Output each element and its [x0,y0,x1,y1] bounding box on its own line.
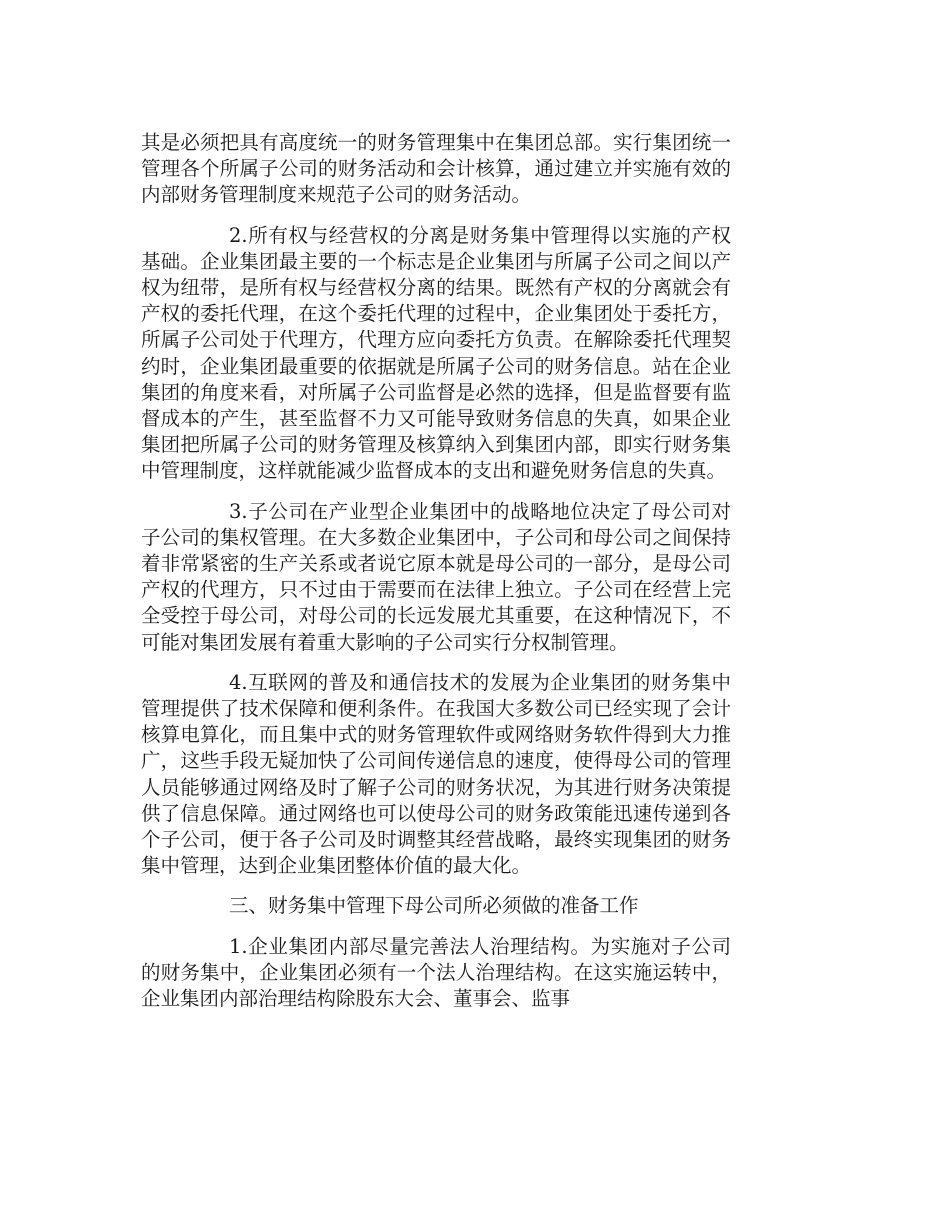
paragraph-item-4: 4.互联网的普及和通信技术的发展为企业集团的财务集中管理提供了技术保障和便利条件。在我国大多数公司已经实现了会计核算电算化，而且集中式的财务管理软件或网络财务软件得到大力推广，这些手段无疑加快了公司间传递信息的速度，使得母公司的管理人员能够通过网络及时了解子公司的财务状况，为其进行财务决策提供了信息保障。通过网络也可以使母公司的财务政策能迅速传递到各个子公司，便于各子公司及时调整其经营战略，最终实现集团的财务集中管理，达到企业集团整体价值的最大化。 [141,670,731,878]
document-body [141,130,731,1012]
paragraph-continuation: 其是必须把具有高度统一的财务管理集中在集团总部。实行集团统一管理各个所属子公司的财务活动和会计核算，通过建立并实施有效的内部财务管理制度来规范子公司的财务活动。 [141,131,731,207]
section-heading: 三、财务集中管理下母公司所必须做的准备工作 [229,894,639,918]
paragraph-item-2: 2.所有权与经营权的分离是财务集中管理得以实施的产权基础。企业集团最主要的一个标志是企业集团与所属子公司之间以产权为纽带，是所有权与经营权分离的结果。既然有产权的分离就会有产权的委托代理，在这个委托代理的过程中，企业集团处于委托方，所属子公司处于代理方，代理方应向委托方负责。在解除委托代理契约时，企业集团最重要的依据就是所属子公司的财务信息。站在企业集团的角度来看，对所属子公司监督是必然的选择，但是监督要有监督成本的产生，甚至监督不力又可能导致财务信息的失真，如果企业集团把所属子公司的财务管理及核算纳入到集团内部，即实行财务集中管理制度，这样就能减少监督成本的支出和避免财务信息的失真。 [141,223,731,483]
paragraph-item-1: 1.企业集团内部尽量完善法人治理结构。为实施对子公司的财务集中，企业集团必须有一个法人治理结构。在这实施运转中，企业集团内部治理结构除股东大会、董事会、监事 [141,934,731,1011]
paragraph-item-3: 3.子公司在产业型企业集团中的战略地位决定了母公司对子公司的集权管理。在大多数企业集团中，子公司和母公司之间保持着非常紧密的生产关系或者说它原本就是母公司的一部分，是母公司产权的代理方，只不过由于需要而在法律上独立。子公司在经营上完全受控于母公司，对母公司的长远发展尤其重要，在这种情况下，不可能对集团发展有着重大影响的子公司实行分权制管理。 [141,499,731,654]
